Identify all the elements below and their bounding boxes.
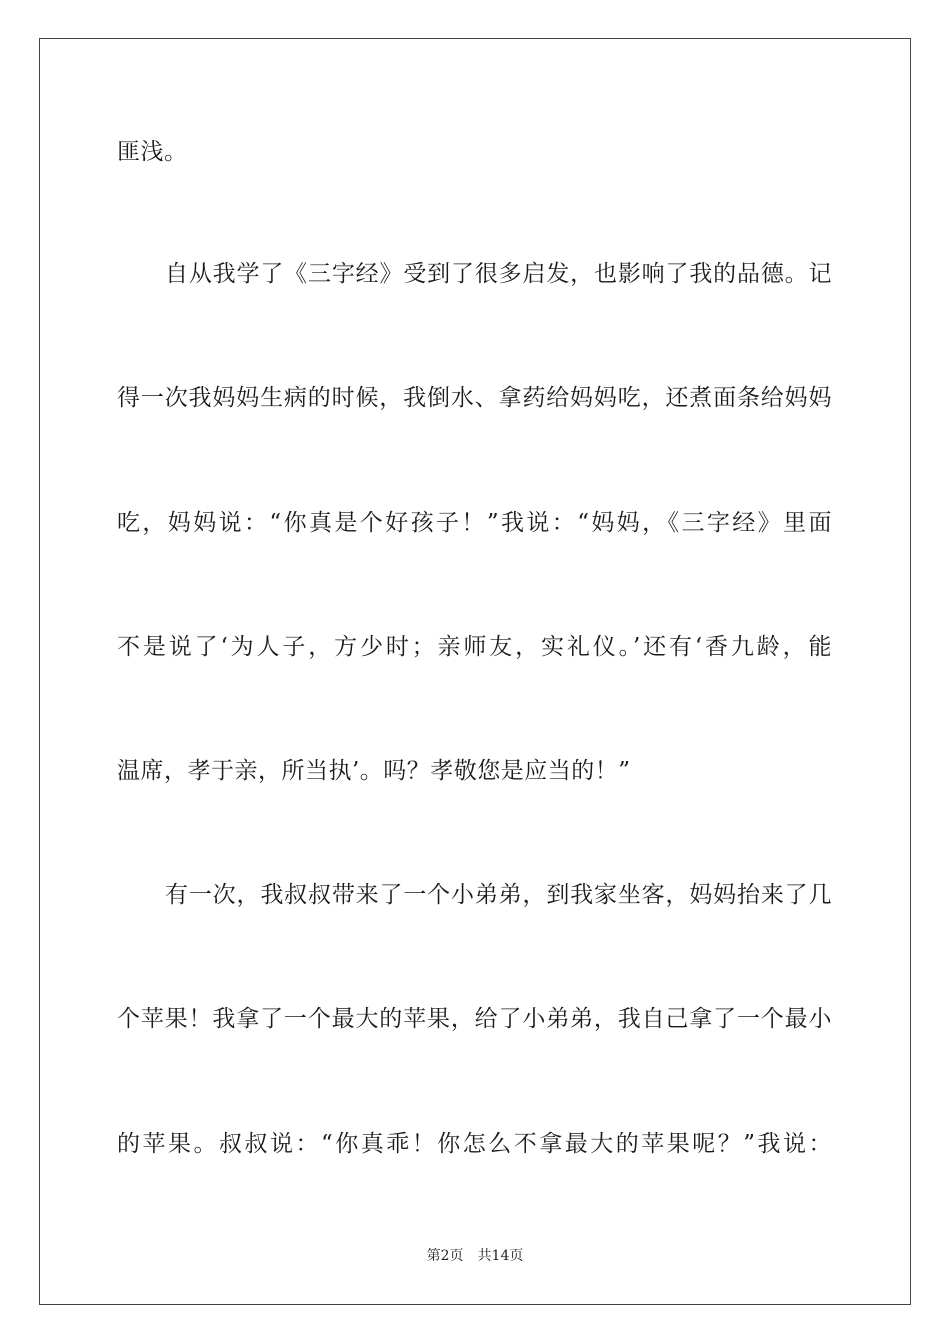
text-line: 个苹果！我拿了一个最大的苹果，给了小弟弟，我自己拿了一个最小 (117, 1006, 832, 1032)
text-line: 不是说了‘为人子，方少时；亲师友，实礼仪。’还有‘香九龄，能 (117, 634, 832, 660)
page-total: 共14页 (477, 1248, 524, 1264)
page-border (39, 38, 911, 1305)
text-line: 温席，孝于亲，所当执’。吗？孝敬您是应当的！” (117, 758, 631, 784)
text-line: 匪浅。 (117, 139, 188, 165)
text-line: 的苹果。叔叔说：“你真乖！你怎么不拿最大的苹果呢？”我说： (117, 1131, 832, 1157)
page-number: 第2页 (426, 1248, 464, 1264)
paragraph-start-line: 有一次，我叔叔带来了一个小弟弟，到我家坐客，妈妈抬来了几 (165, 882, 832, 908)
text-line: 得一次我妈妈生病的时候，我倒水、拿药给妈妈吃，还煮面条给妈妈 (117, 385, 832, 411)
paragraph-start-line: 自从我学了《三字经》受到了很多启发，也影响了我的品德。记 (165, 261, 832, 287)
text-line: 吃，妈妈说：“你真是个好孩子！”我说：“妈妈，《三字经》里面 (117, 510, 832, 536)
page-footer (0, 1247, 950, 1265)
